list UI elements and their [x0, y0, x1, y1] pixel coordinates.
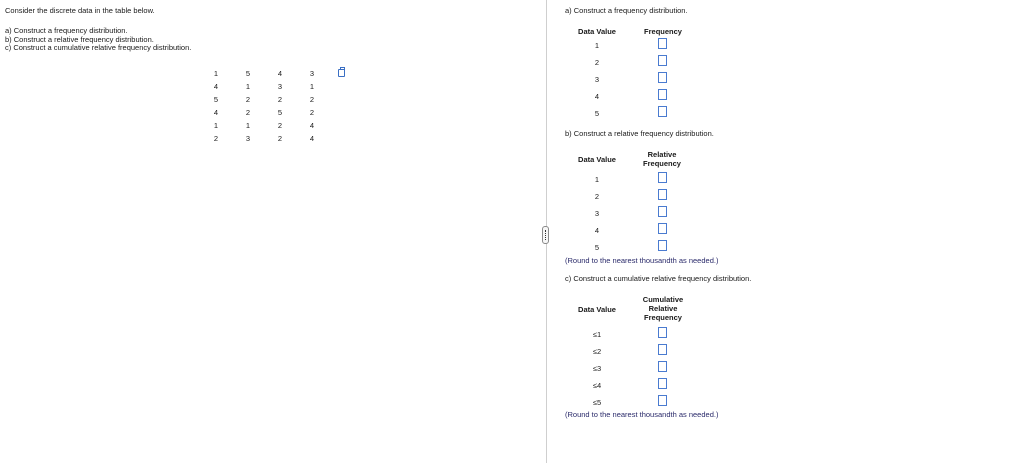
table-cell: 2 [213, 134, 219, 143]
table-cell: 4 [309, 134, 315, 143]
part-b-value-1: 1 [594, 175, 600, 184]
table-row [200, 119, 328, 132]
table-cell: 2 [245, 95, 251, 104]
part-a-value-5: 5 [594, 109, 600, 118]
table-cell: 4 [213, 82, 219, 91]
part-b-relative-frequency-input-1[interactable] [658, 172, 667, 183]
part-c-value-5: ≤5 [592, 398, 602, 407]
part-b-value-5: 5 [594, 243, 600, 252]
part-c-value-1: ≤1 [592, 330, 602, 339]
part-a-data-value-header: Data Value [578, 27, 616, 36]
part-c-header-line-3: Frequency [644, 313, 682, 322]
table-cell: 2 [277, 134, 283, 143]
table-cell: 4 [213, 108, 219, 117]
part-c-cumulative-input-1[interactable] [658, 327, 667, 338]
question-parts-list [5, 27, 191, 53]
part-c-heading: c) Construct a cumulative relative frequency distribution. [565, 274, 752, 283]
question-part-b: b) Construct a relative frequency distribution. [5, 34, 154, 44]
part-a-value-1: 1 [594, 41, 600, 50]
part-c-header-line-2: Relative [648, 304, 678, 313]
question-part-c: c) Construct a cumulative relative frequency distribution. [5, 43, 192, 52]
part-c-cumulative-input-4[interactable] [658, 378, 667, 389]
table-row [200, 67, 328, 80]
part-c-header-line-1: Cumulative [642, 295, 684, 304]
part-b-value-2: 2 [594, 192, 600, 201]
part-c-value-4: ≤4 [592, 381, 602, 390]
table-row [200, 106, 328, 119]
part-a-heading: a) Construct a frequency distribution. [565, 6, 688, 15]
table-row [200, 93, 328, 106]
part-c-value-3: ≤3 [592, 364, 602, 373]
part-b-relative-frequency-input-2[interactable] [658, 189, 667, 200]
part-b-data-value-header: Data Value [578, 155, 616, 164]
part-a-frequency-input-5[interactable] [658, 106, 667, 117]
table-cell: 4 [277, 69, 283, 78]
part-c-value-2: ≤2 [592, 347, 602, 356]
table-cell: 2 [277, 121, 283, 130]
table-cell: 3 [277, 82, 283, 91]
table-cell: 5 [213, 95, 219, 104]
pane-splitter-handle[interactable] [542, 226, 549, 244]
part-c-cumulative-input-3[interactable] [658, 361, 667, 372]
table-cell: 1 [245, 121, 251, 130]
table-cell: 5 [277, 108, 283, 117]
part-a-frequency-input-4[interactable] [658, 89, 667, 100]
copy-data-icon[interactable] [338, 69, 345, 77]
part-c-cumulative-input-5[interactable] [658, 395, 667, 406]
part-b-relative-frequency-header [637, 150, 687, 168]
part-b-relative-frequency-input-4[interactable] [658, 223, 667, 234]
table-cell: 5 [245, 69, 251, 78]
table-cell: 4 [309, 121, 315, 130]
part-b-relative-frequency-input-3[interactable] [658, 206, 667, 217]
table-cell: 1 [245, 82, 251, 91]
part-b-heading: b) Construct a relative frequency distribution. [565, 129, 714, 138]
part-b-rounding-note: (Round to the nearest thousandth as needed.) [565, 256, 719, 265]
part-c-data-value-header: Data Value [578, 305, 616, 314]
table-cell: 2 [245, 108, 251, 117]
part-b-header-line-2: Frequency [643, 159, 681, 168]
part-a-value-4: 4 [594, 92, 600, 101]
part-a-frequency-input-3[interactable] [658, 72, 667, 83]
part-c-cumulative-input-2[interactable] [658, 344, 667, 355]
question-intro: Consider the discrete data in the table below. [5, 6, 155, 15]
part-a-frequency-input-1[interactable] [658, 38, 667, 49]
table-cell: 3 [245, 134, 251, 143]
part-a-frequency-header: Frequency [644, 27, 682, 36]
part-b-value-4: 4 [594, 226, 600, 235]
part-c-cumulative-relative-frequency-header [635, 295, 691, 322]
part-b-value-3: 3 [594, 209, 600, 218]
table-cell: 2 [309, 108, 315, 117]
data-table [200, 67, 328, 145]
part-a-value-3: 3 [594, 75, 600, 84]
table-cell: 1 [213, 69, 219, 78]
table-cell: 2 [277, 95, 283, 104]
table-cell: 1 [309, 82, 315, 91]
part-b-header-line-1: Relative [647, 150, 677, 159]
part-c-rounding-note: (Round to the nearest thousandth as needed.) [565, 410, 719, 419]
question-part-a: a) Construct a frequency distribution. [5, 26, 128, 35]
table-row [200, 132, 328, 145]
part-a-frequency-input-2[interactable] [658, 55, 667, 66]
table-cell: 3 [309, 69, 315, 78]
table-row [200, 80, 328, 93]
table-cell: 1 [213, 121, 219, 130]
part-b-relative-frequency-input-5[interactable] [658, 240, 667, 251]
table-cell: 2 [309, 95, 315, 104]
part-a-value-2: 2 [594, 58, 600, 67]
answer-pane [565, 0, 1024, 463]
